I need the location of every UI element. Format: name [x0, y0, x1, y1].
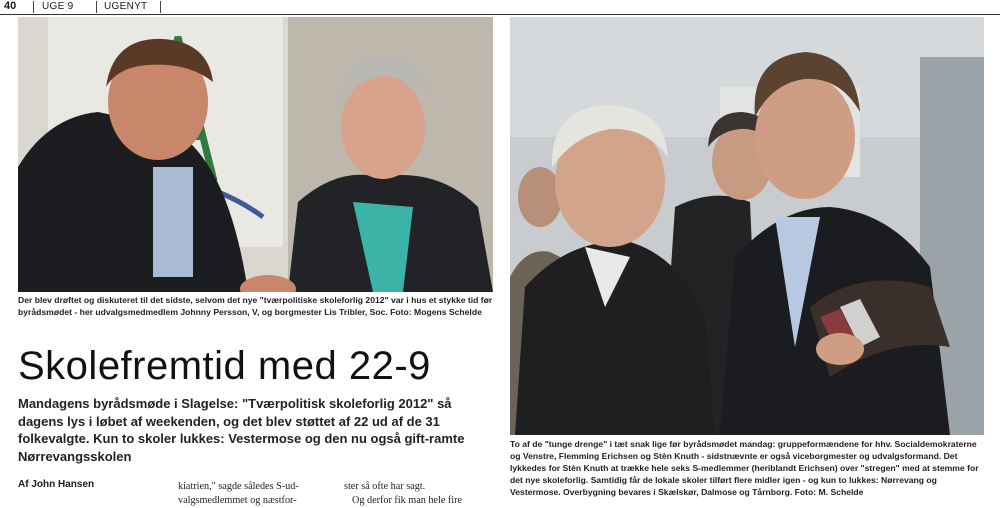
photo-caption: Der blev drøftet og diskuteret til det sidste, selvom det nye "tværpolitiske skoleforlig 2012" var i hus et stykke tid før byrådsmødet - her udvalgsmedmedlem Johnny Persson, V, og borgmester Lis Tribler, Soc. Foto: Mogens Schelde [18, 295, 493, 317]
article-body-column [344, 480, 494, 508]
photo-illustration [18, 17, 493, 292]
article-byline: Af John Hansen [18, 479, 95, 490]
header-divider [33, 1, 34, 13]
photo-councillors-talking [510, 17, 984, 435]
photo-caption: To af de "tunge drenge" i tæt snak lige før byrådsmødet mandag: gruppeformændene for hhv. Socialdemokraterne og Venstre, Flemming Erichsen og Stèn Knuth - sidstnævnte er også viceborgmester og udvalgsformand. Det lykkedes for Stèn Knuth at trække hele seks S-medlemmer (heriblandt Erichsen) over "stregen" med at stemme for det nye skoleforlig. Samtidig får de lokale skoler tilført flere midler igen - og kun to lukkes: Nørrevang og Vestermose. Overbygning bevares i Skælskør, Dalmose og Tårnborg. Foto: M. Schelde [510, 439, 979, 497]
page-number: 40 [4, 0, 17, 12]
page-header [0, 0, 1000, 15]
section-label: UGENYT [104, 1, 148, 12]
article-headline: Skolefremtid med 22-9 [18, 344, 431, 388]
photo-meeting-discussion [18, 17, 493, 292]
body-text-line: ster så ofte har sagt. [344, 481, 426, 492]
article-body-column [178, 480, 328, 508]
header-divider [160, 1, 161, 13]
week-label: UGE 9 [42, 1, 74, 12]
photo-illustration [510, 17, 984, 435]
header-rule [0, 14, 1000, 15]
body-text-line: kiatrien," sagde således S-ud- [178, 481, 299, 492]
body-text-line: valgsmedlemmet og næstfor- [178, 495, 297, 506]
header-divider [96, 1, 97, 13]
body-text-line: Og derfor fik man hele fire [352, 495, 463, 506]
article-deck: Mandagens byrådsmøde i Slagelse: "Tværpolitisk skoleforlig 2012" så dagens lys i løbet af weekenden, og det blev støttet af 22 ud af de 31 folkevalgte. Kun to skoler lukkes: Vestermose og den nu også gift-ramte Nørrevangsskolen [18, 396, 465, 464]
